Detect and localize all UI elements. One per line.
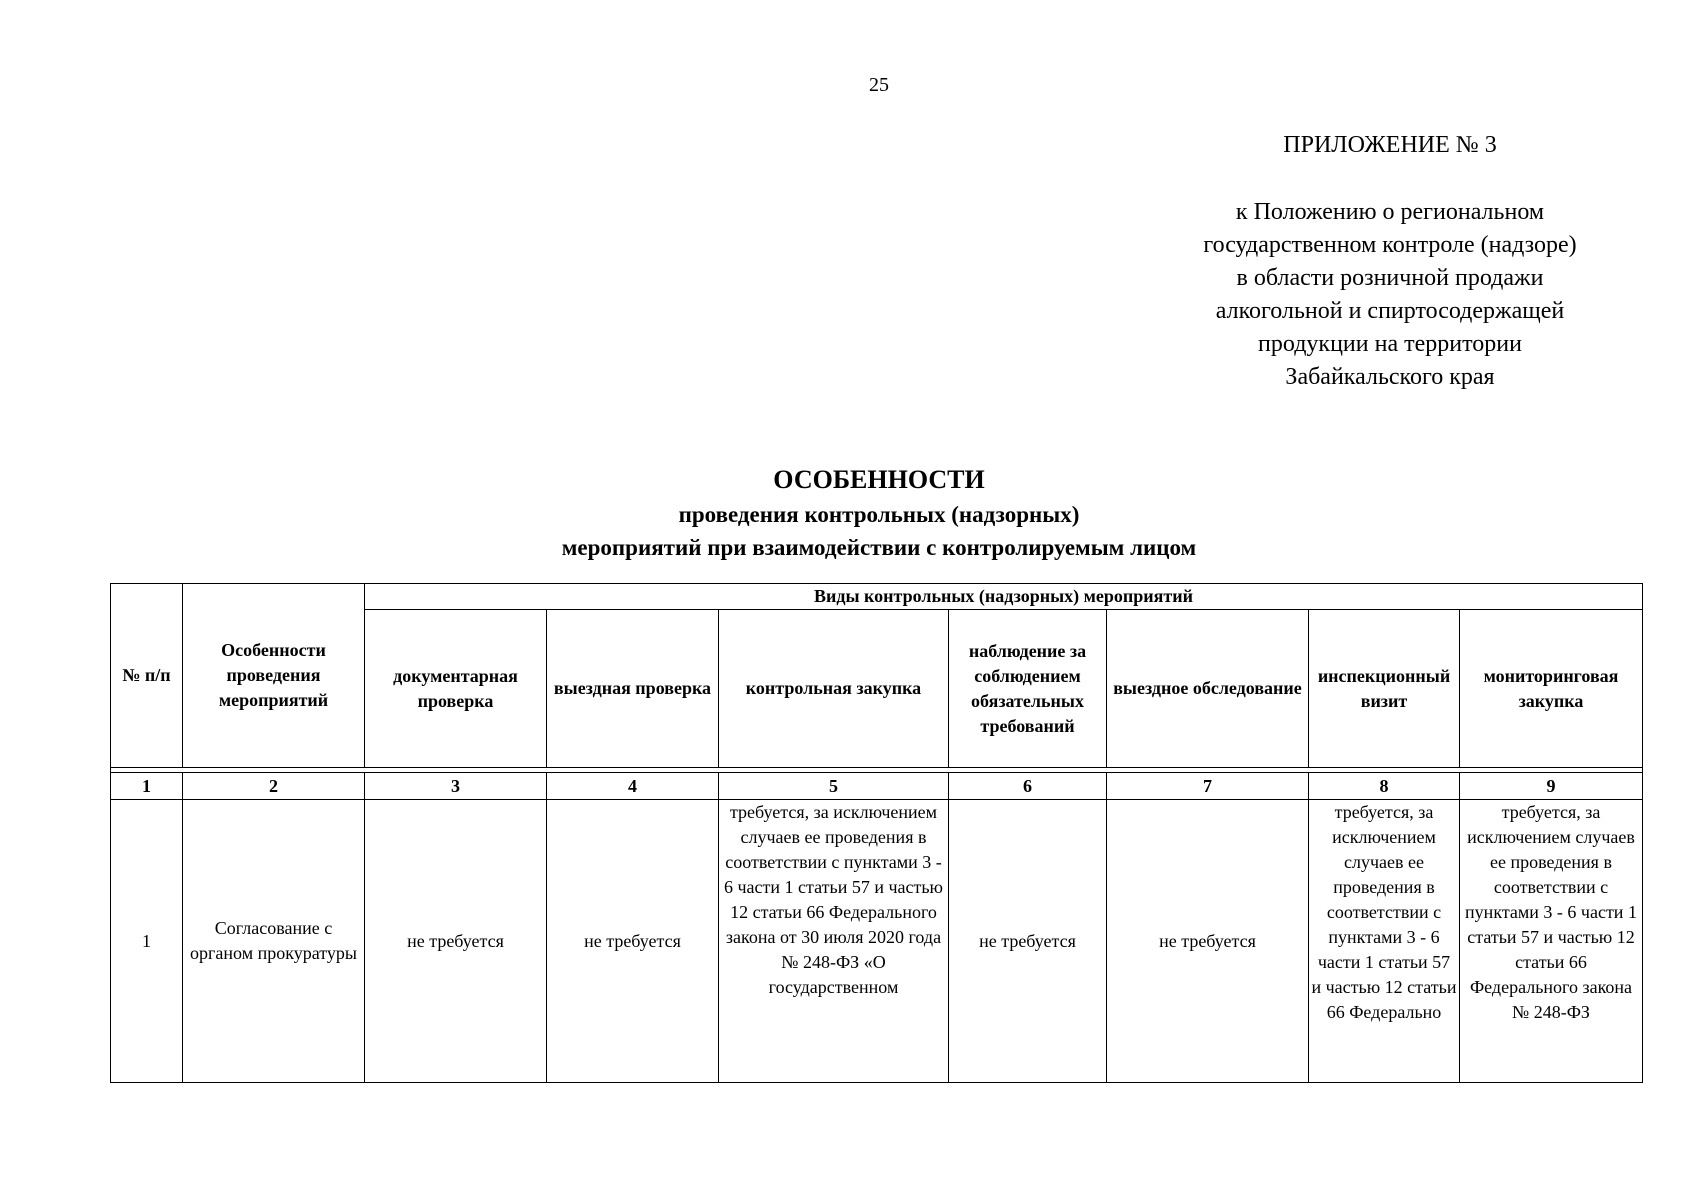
title-line-2: проведения контрольных (надзорных) — [678, 502, 1080, 527]
row-value: не требуется — [949, 800, 1107, 1083]
page-number: 25 — [869, 74, 889, 96]
header-group-types: Виды контрольных (надзорных) мероприятий — [365, 584, 1643, 610]
appendix-line: алкогольной и спиртосодержащей — [1215, 298, 1565, 324]
appendix-line: Забайкальского края — [1285, 364, 1495, 390]
row-value: не требуется — [365, 800, 547, 1083]
column-number: 2 — [183, 773, 365, 800]
column-number: 9 — [1460, 773, 1643, 800]
header-type-inspection-visit: инспекционный визит — [1309, 610, 1460, 768]
appendix-subtitle — [1120, 196, 1660, 394]
header-features: Особенности проведения мероприятий — [183, 584, 365, 768]
appendix-line: продукции на территории — [1258, 331, 1522, 357]
appendix-line: государственном контроле (надзоре) — [1203, 232, 1577, 258]
column-number: 6 — [949, 773, 1107, 800]
header-type-onsite: выездная проверка — [547, 610, 719, 768]
column-number: 5 — [719, 773, 949, 800]
document-title — [0, 462, 1697, 564]
header-type-monitoring-purchase: мониторинговая закупка — [1460, 610, 1643, 768]
column-number: 3 — [365, 773, 547, 800]
row-value: не требуется — [1107, 800, 1309, 1083]
column-number: 1 — [111, 773, 183, 800]
appendix-title: ПРИЛОЖЕНИЕ № 3 — [1283, 132, 1497, 158]
header-number: № п/п — [111, 584, 183, 768]
column-number: 8 — [1309, 773, 1460, 800]
row-value: требуется, за исключением случаев ее проведения в соответствии с пунктами 3 - 6 части 1 статьи 57 и частью 12 статьи 66 Федерального закона от 30 июля 2020 года № 248-ФЗ «О государственном — [719, 800, 949, 1083]
title-line-1: ОСОБЕННОСТИ — [773, 465, 985, 494]
row-number: 1 — [111, 800, 183, 1083]
inspection-features-table — [110, 583, 1643, 1083]
header-type-control-purchase: контрольная закупка — [719, 610, 949, 768]
row-value: не требуется — [547, 800, 719, 1083]
row-feature: Согласование с органом прокуратуры — [183, 800, 365, 1083]
row-value: требуется, за исключением случаев ее проведения в соответствии с пунктами 3 - 6 части 1 статьи 57 и частью 12 статьи 66 Федерального закона № 248-ФЗ — [1460, 800, 1643, 1083]
appendix-line: в области розничной продажи — [1236, 265, 1544, 291]
header-type-documentary: документарная проверка — [365, 610, 547, 768]
column-number: 4 — [547, 773, 719, 800]
column-number: 7 — [1107, 773, 1309, 800]
table-row — [111, 800, 1643, 1083]
appendix-line: к Положению о региональном — [1235, 199, 1545, 225]
title-line-3: мероприятий при взаимодействии с контролируемым лицом — [561, 535, 1197, 560]
header-type-onsite-survey: выездное обследование — [1107, 610, 1309, 768]
header-type-observation: наблюдение за соблюдением обязательных требований — [949, 610, 1107, 768]
row-value: требуется, за исключением случаев ее проведения в соответствии с пунктами 3 - 6 части 1 статьи 57 и частью 12 статьи 66 Федерально — [1309, 800, 1460, 1083]
